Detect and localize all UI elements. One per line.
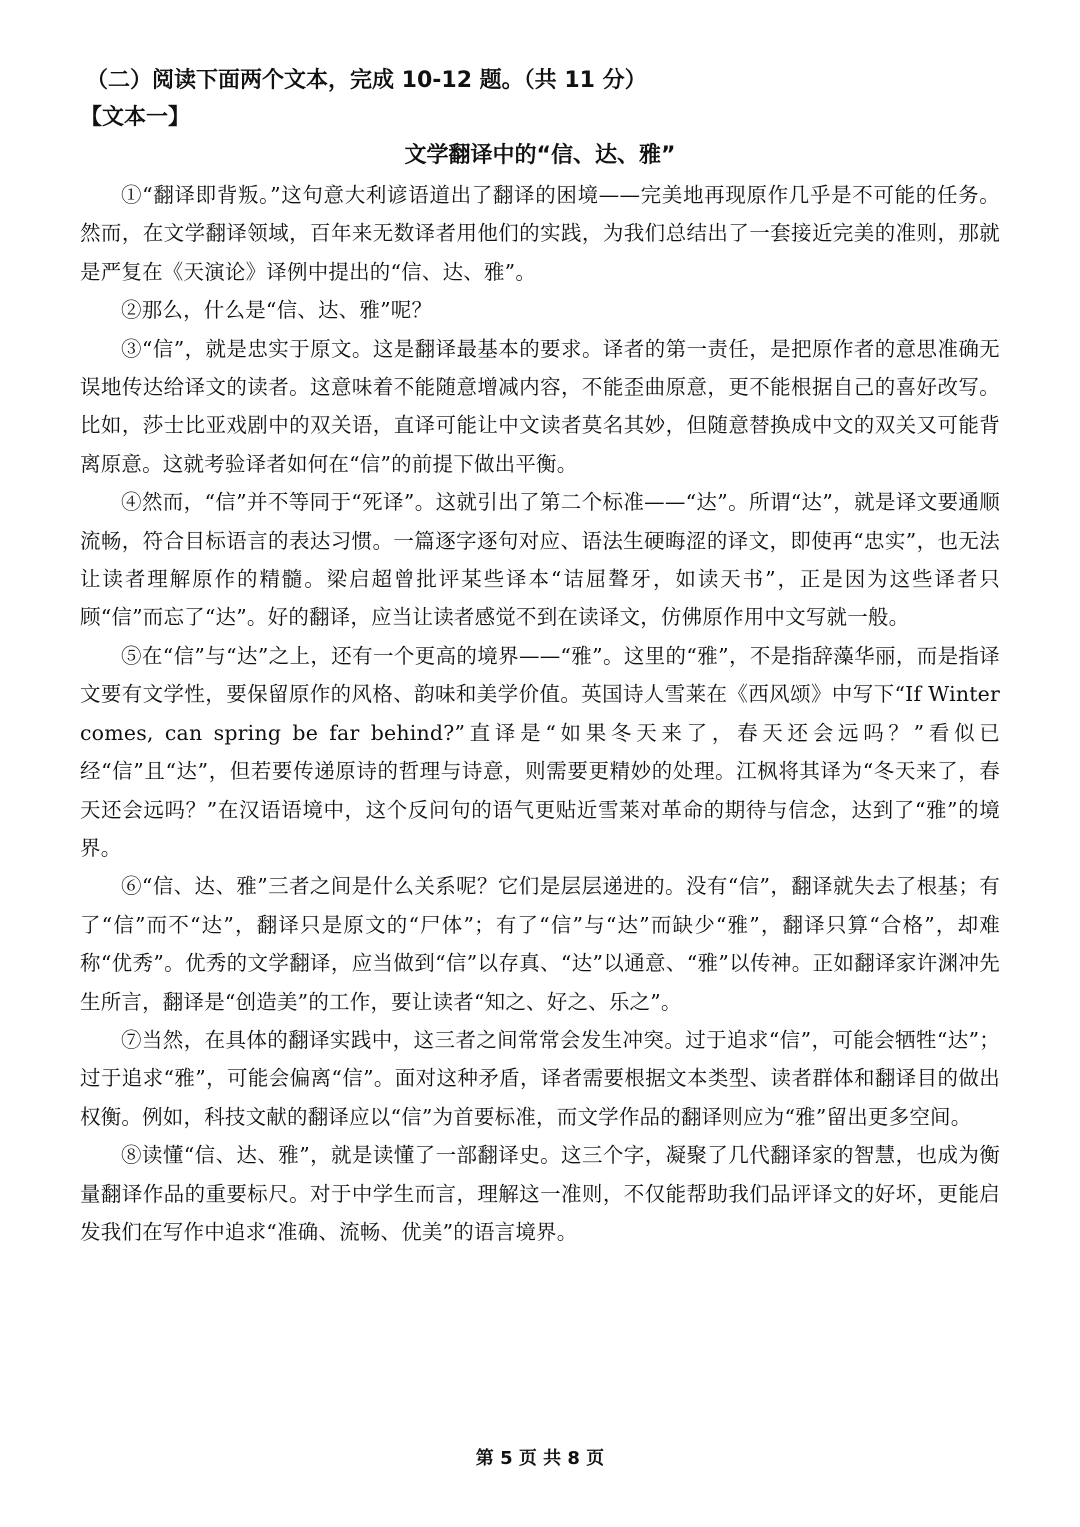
page-number: 第 5 页 共 8 页 [475,1448,605,1469]
paragraph-1: ①“翻译即背叛。”这句意大利谚语道出了翻译的困境——完美地再现原作几乎是不可能的任务。然而，在文学翻译领域，百年来无数译者用他们的实践，为我们总结出了一套接近完美的准则，那就是严复在《天演论》译例中提出的“信、达、雅”。 [80,183,1000,284]
paragraph-3: ③“信”，就是忠实于原文。这是翻译最基本的要求。译者的第一责任，是把原作者的意思准确无误地传达给译文的读者。这意味着不能随意增减内容，不能歪曲原意，更不能根据自己的喜好改写。比如，莎士比亚戏剧中的双关语，直译可能让中文读者莫名其妙，但随意替换成中文的双关又可能背离原意。这就考验译者如何在“信”的前提下做出平衡。 [80,336,1000,476]
paragraph-2: ②那么，什么是“信、达、雅”呢？ [121,298,433,323]
text-label: 【文本一】 [80,105,191,130]
paragraph-6: ⑥“信、达、雅”三者之间是什么关系呢？它们是层层递进的。没有“信”，翻译就失去了根基；有了“信”而不“达”，翻译只是原文的“尸体”；有了“信”与“达”而缺少“雅”，翻译只算“合格”，却难称“优秀”。优秀的文学翻译，应当做到“信”以存真、“达”以通意、“雅”以传神。正如翻译家许渊冲先生所言，翻译是“创造美”的工作，要让读者“知之、好之、乐之”。 [80,874,1000,1014]
article-title: 文学翻译中的“信、达、雅” [404,143,676,168]
paragraph-8: ⑧读懂“信、达、雅”，就是读懂了一部翻译史。这三个字，凝聚了几代翻译家的智慧，也成为衡量翻译作品的重要标尺。对于中学生而言，理解这一准则，不仅能帮助我们品评译文的好坏，更能启发我们在写作中追求“准确、流畅、优美”的语言境界。 [80,1143,1000,1244]
section-heading: （二）阅读下面两个文本，完成 10-12 题。（共 11 分） [86,68,647,93]
paragraph-4: ④然而，“信”并不等同于“死译”。这就引出了第二个标准——“达”。所谓“达”，就是译文要通顺流畅，符合目标语言的表达习惯。一篇逐字逐句对应、语法生硬晦涩的译文，即使再“忠实”，也无法让读者理解原作的精髓。梁启超曾批评某些译本“诘屈聱牙，如读天书”，正是因为这些译者只顾“信”而忘了“达”。好的翻译，应当让读者感觉不到在读译文，仿佛原作用中文写就一般。 [80,490,1000,630]
exam-page [80,62,1000,1251]
paragraph-5: ⑤在“信”与“达”之上，还有一个更高的境界——“雅”。这里的“雅”，不是指辞藻华丽，而是指译文要有文学性，要保留原作的风格、韵味和美学价值。英国诗人雪莱在《西风颂》中写下“If Winter comes, can spring be far behind?”直译是“如果冬天来了，春天还会远吗？”看似已经“信”且“达”，但若要传递原诗的哲理与诗意，则需要更精妙的处理。江枫将其译为“冬天来了，春天还会远吗？”在汉语语境中，这个反问句的语气更贴近雪莱对革命的期待与信念，达到了“雅”的境界。 [80,643,1000,860]
paragraph-7: ⑦当然，在具体的翻译实践中，这三者之间常常会发生冲突。过于追求“信”，可能会牺牲“达”；过于追求“雅”，可能会偏离“信”。面对这种矛盾，译者需要根据文本类型、读者群体和翻译目的做出权衡。例如，科技文献的翻译应以“信”为首要标准，而文学作品的翻译则应为“雅”留出更多空间。 [80,1027,1000,1129]
